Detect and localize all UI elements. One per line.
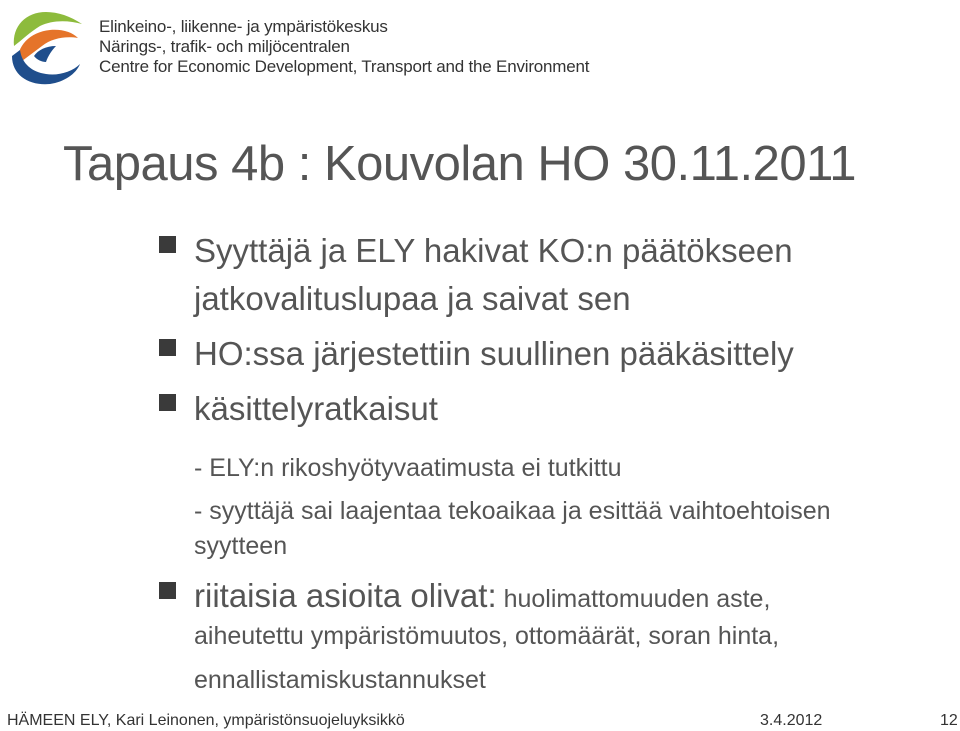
bullet-marker [159, 339, 176, 356]
bullet-marker [159, 394, 176, 411]
footer-author: HÄMEEN ELY, Kari Leinonen, ympäristönsuojeluyksikkö [7, 712, 405, 729]
ely-centre-logo-icon [6, 6, 88, 88]
bullet-4-lead: riitaisia asioita olivat: [194, 577, 497, 614]
bullet-3-sub-1: - ELY:n rikoshyötyvaatimusta ei tutkittu [194, 454, 622, 482]
bullet-3-sub-3: syytteen [194, 532, 288, 560]
slide-title: Tapaus 4b : Kouvolan HO 30.11.2011 [63, 137, 856, 191]
bullet-4-line-3: ennallistamiskustannukset [194, 666, 486, 694]
agency-name-fi: Elinkeino-, liikenne- ja ympäristökeskus [99, 17, 388, 36]
footer-date: 3.4.2012 [760, 712, 823, 729]
bullet-2-line-1: HO:ssa järjestettiin suullinen pääkäsittely [194, 335, 794, 372]
bullet-marker [159, 582, 176, 599]
bullet-marker [159, 236, 176, 253]
bullet-3-sub-2: - syyttäjä sai laajentaa tekoaikaa ja esittää vaihtoehtoisen [194, 497, 831, 525]
agency-name-sv: Närings-, trafik- och miljöcentralen [99, 37, 350, 56]
bullet-3-line-1: käsittelyratkaisut [194, 390, 438, 427]
bullet-4-line-1 [194, 576, 770, 616]
bullet-1-line-2: jatkovalituslupaa ja saivat sen [194, 280, 631, 317]
slide-footer [0, 708, 960, 731]
bullet-4-line-2: aiheutettu ympäristömuutos, ottomäärät, soran hinta, [194, 622, 780, 650]
bullet-4-tail: huolimattomuuden aste, [496, 585, 771, 613]
agency-name [99, 17, 589, 77]
page-number: 12 [940, 712, 958, 729]
agency-name-en: Centre for Economic Development, Transport and the Environment [99, 57, 590, 76]
bullet-1-line-1: Syyttäjä ja ELY hakivat KO:n päätökseen [194, 232, 793, 269]
slide-header [0, 0, 960, 92]
